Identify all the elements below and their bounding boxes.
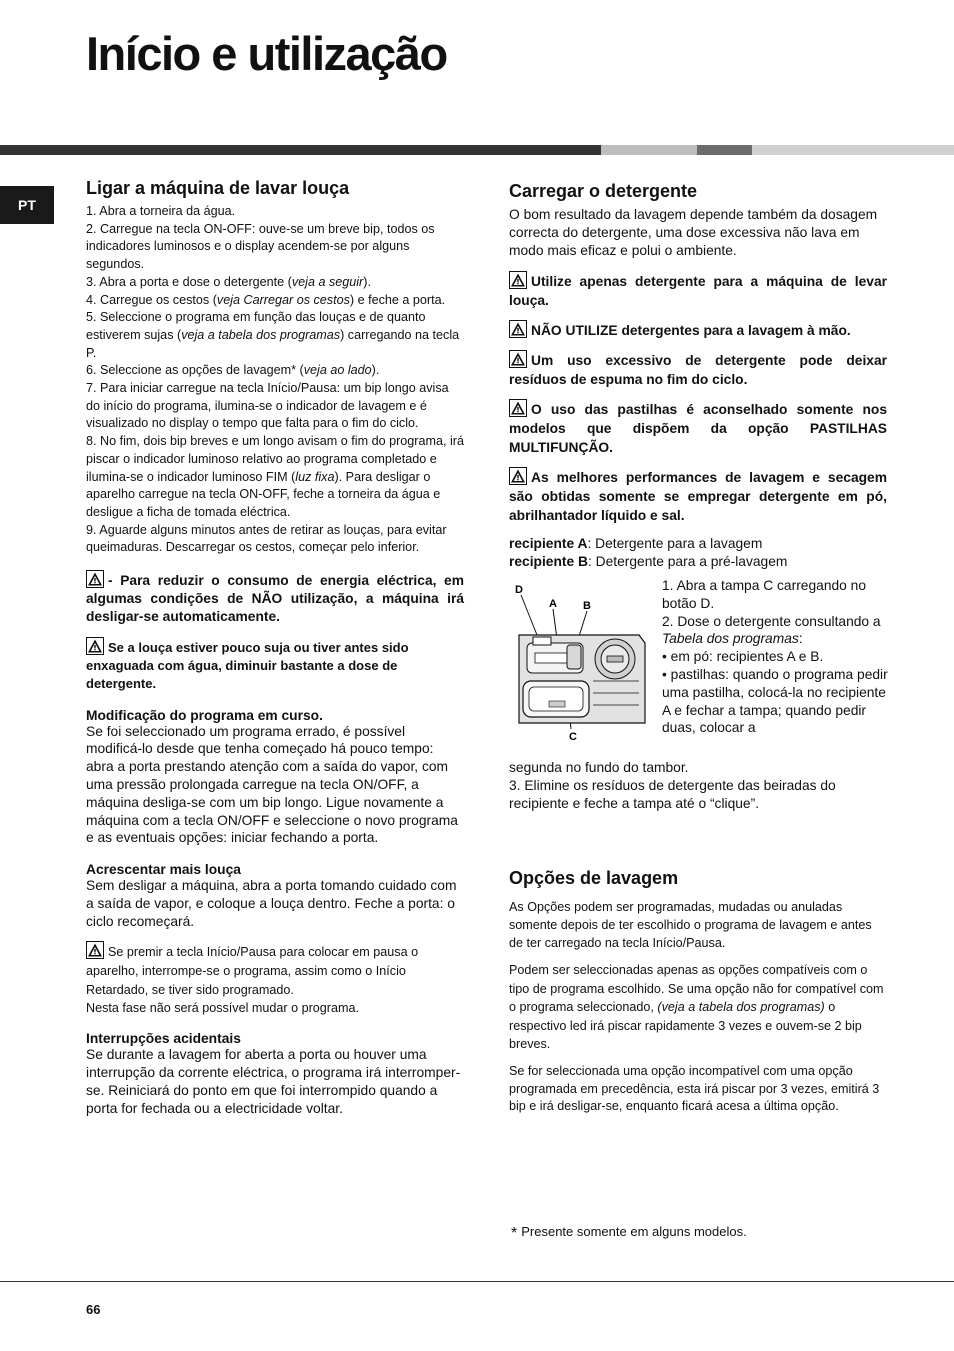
warning-icon <box>86 570 104 588</box>
header-rule-bar <box>0 145 954 155</box>
recipient-a: recipiente A: Detergente para a lavagem <box>509 536 763 552</box>
label-a: A <box>549 597 557 610</box>
detergent-intro: O bom resultado da lavagem depende também da dosagem correcta do detergente, uma dose excessiva não lava em modo mais eficaz e polui o ambiente. <box>509 207 878 258</box>
warning-icon <box>86 637 104 655</box>
add-dishes-text: Sem desligar a máquina, abra a porta tomando cuidado com a saída de vapor, e coloque a louça dentro. Feche a porta: o ciclo recomeçará. <box>86 878 457 929</box>
detergent-dispenser-diagram <box>509 577 655 747</box>
detergent-warnings <box>509 271 887 525</box>
section-heading-start: Ligar a máquina de lavar louça <box>86 178 350 198</box>
warning-icon <box>509 320 527 338</box>
step-8: 8. No fim, dois bip breves e um longo avisam o fim do programa, irá piscar o indicador luminoso relativo ao programa completado e ilumina-se o indicador luminoso FIM (luz fixa). Para desligar o aparelho carregue na tecla ON-OFF, feche a torneira da água e desligue a ficha de tomada eléctrica. <box>86 434 464 519</box>
page-title: Início e utilização <box>86 27 447 80</box>
rule-segment-mid <box>697 145 752 155</box>
detergent-warning: Utilize apenas detergente para a máquina de levar louça. <box>509 271 887 310</box>
options-paragraph-1: As Opções podem ser programadas, mudadas ou anuladas somente depois de ter escolhido o programa de lavagem e antes de ter carregado na tecla Início/Pausa. <box>509 900 872 950</box>
dispenser-instructions <box>662 577 892 737</box>
warning-icon <box>509 399 527 417</box>
warning-light-soil: Se a louça estiver pouco suja ou tiver antes sido enxaguada com água, diminuir bastante a dose de detergente. <box>86 637 464 692</box>
step-9: 9. Aguarde alguns minutos antes de retirar as louças, para evitar queimaduras. Descarregar os cestos, começar pelo inferior. <box>86 522 447 555</box>
modify-program-heading: Modificação do programa em curso. <box>86 707 323 723</box>
rule-segment-light <box>601 145 697 155</box>
section-heading-detergent: Carregar o detergente <box>509 181 698 201</box>
section-heading-options: Opções de lavagem <box>509 868 679 889</box>
pause-note: Nesta fase não será possível mudar o programa. <box>86 1000 360 1015</box>
footnote: * Presente somente em alguns modelos. <box>511 1224 747 1242</box>
detergent-warning: As melhores performances de lavagem e secagem são obtidas somente se empregar detergente em pó, abrilhantador líquido e sal. <box>509 467 887 525</box>
detergent-warning: NÃO UTILIZE detergentes para a lavagem à mão. <box>509 320 887 340</box>
left-column <box>86 178 464 1117</box>
footer-rule <box>0 1281 954 1282</box>
start-steps <box>86 203 464 557</box>
dispenser-step-2: 2. Dose o detergente consultando a Tabela dos programas: <box>662 613 881 647</box>
rule-segment-dark <box>0 145 601 155</box>
warning-energy: - Para reduzir o consumo de energia eléctrica, em algumas condições de NÃO utilização, a máquina irá desligar-se automaticamente. <box>86 570 464 625</box>
options-paragraph-3: Se for seleccionada uma opção incompatível com uma opção programada em precedência, esta irá piscar por 3 vezes, emitirá 3 bip e irá desligar-se, enquanto ficará acesa a última opção. <box>509 1063 880 1114</box>
page-number: 66 <box>86 1302 101 1317</box>
step-7: 7. Para iniciar carregue na tecla Início/Pausa: um bip longo avisa do início do programa, ilumina-se o indicador de lavagem e é visualizado no display o tempo que falta para o fim do ciclo. <box>86 381 449 431</box>
warning-icon <box>509 271 527 289</box>
recipient-b: recipiente B: Detergente para a pré-lavagem <box>509 554 788 570</box>
modify-program-text: Se foi seleccionado um programa errado, é possível modificá-lo desde que tenha começado há pouco tempo: abra a porta prestando atenção com a saída do vapor, com uma pressão prolongada carregue na tecla ON/OFF, a máquina desliga-se com um bip longo. Ligue novamente a máquina com a tecla ON/OFF e seleccione o novo programa e as eventuais opções: iniciar fechando a porta. <box>86 723 458 846</box>
warning-icon <box>509 350 527 368</box>
dispenser-figure-area <box>509 577 887 747</box>
interruptions-text: Se durante a lavagem for aberta a porta ou houver uma interrupção da corrente eléctrica, o programa irá interromper-se. Reiniciará do ponto em que foi interrompido quando a porta for fechada ou a electricidade voltar. <box>86 1047 461 1116</box>
step-5: 5. Seleccione o programa em função das louças e de quanto estiverem sujas (veja a tabela dos programas) carregando na tecla P. <box>86 310 460 360</box>
dispenser-continuation: segunda no fundo do tambor. <box>509 759 689 775</box>
add-dishes-heading: Acrescentar mais louça <box>86 862 241 878</box>
label-c: C <box>569 730 577 743</box>
step-3: 3. Abra a porta e dose o detergente (veja a seguir). <box>86 274 371 289</box>
language-tab: PT <box>0 186 54 224</box>
step-1: 1. Abra a torneira da água. <box>86 204 236 218</box>
rule-segment-light-end <box>752 145 954 155</box>
dispenser-bullet-tablets: • pastilhas: quando o programa pedir uma pastilha, colocá-la no recipiente A e fechar a tampa; quando pedir duas, colocar a <box>662 666 888 736</box>
step-2: 2. Carregue na tecla ON-OFF: ouve-se um breve bip, todos os indicadores luminosos e o display acendem-se por alguns segundos. <box>86 221 435 272</box>
dispenser-step-1: 1. Abra a tampa C carregando no botão D. <box>662 577 867 611</box>
label-d: D <box>515 583 523 596</box>
interruptions-heading: Interrupções acidentais <box>86 1031 241 1047</box>
options-paragraph-2: Podem ser seleccionadas apenas as opções compatíveis com o tipo de programa escolhido. Se uma opção não for compatível com o programa seleccionado, (veja a tabela dos programas) o respectivo led irá piscar rapidamente 3 vezes e ouvem-se 2 bip breves. <box>509 963 884 1052</box>
dispenser-step-3: 3. Elimine os resíduos de detergente das beiradas do recipiente e feche a tampa até o “clique”. <box>509 777 836 811</box>
warning-icon <box>86 941 104 959</box>
step-4: 4. Carregue os cestos (veja Carregar os cestos) e feche a porta. <box>86 292 446 307</box>
step-6: 6. Seleccione as opções de lavagem* (veja ao lado). <box>86 363 380 378</box>
dispenser-bullet-powder: • em pó: recipientes A e B. <box>662 649 824 665</box>
right-column <box>509 181 887 1116</box>
detergent-warning: O uso das pastilhas é aconselhado somente nos modelos que dispõem da opção PASTILHAS MULTIFUNÇÃO. <box>509 399 887 457</box>
pause-warning: Se premir a tecla Início/Pausa para colocar em pausa o aparelho, interrompe-se o programa, assim como o Início Retardado, se tiver sido programado. <box>86 941 464 1000</box>
detergent-warning: Um uso excessivo de detergente pode deixar resíduos de espuma no fim do ciclo. <box>509 350 887 389</box>
label-b: B <box>583 599 591 612</box>
warning-icon <box>509 467 527 485</box>
